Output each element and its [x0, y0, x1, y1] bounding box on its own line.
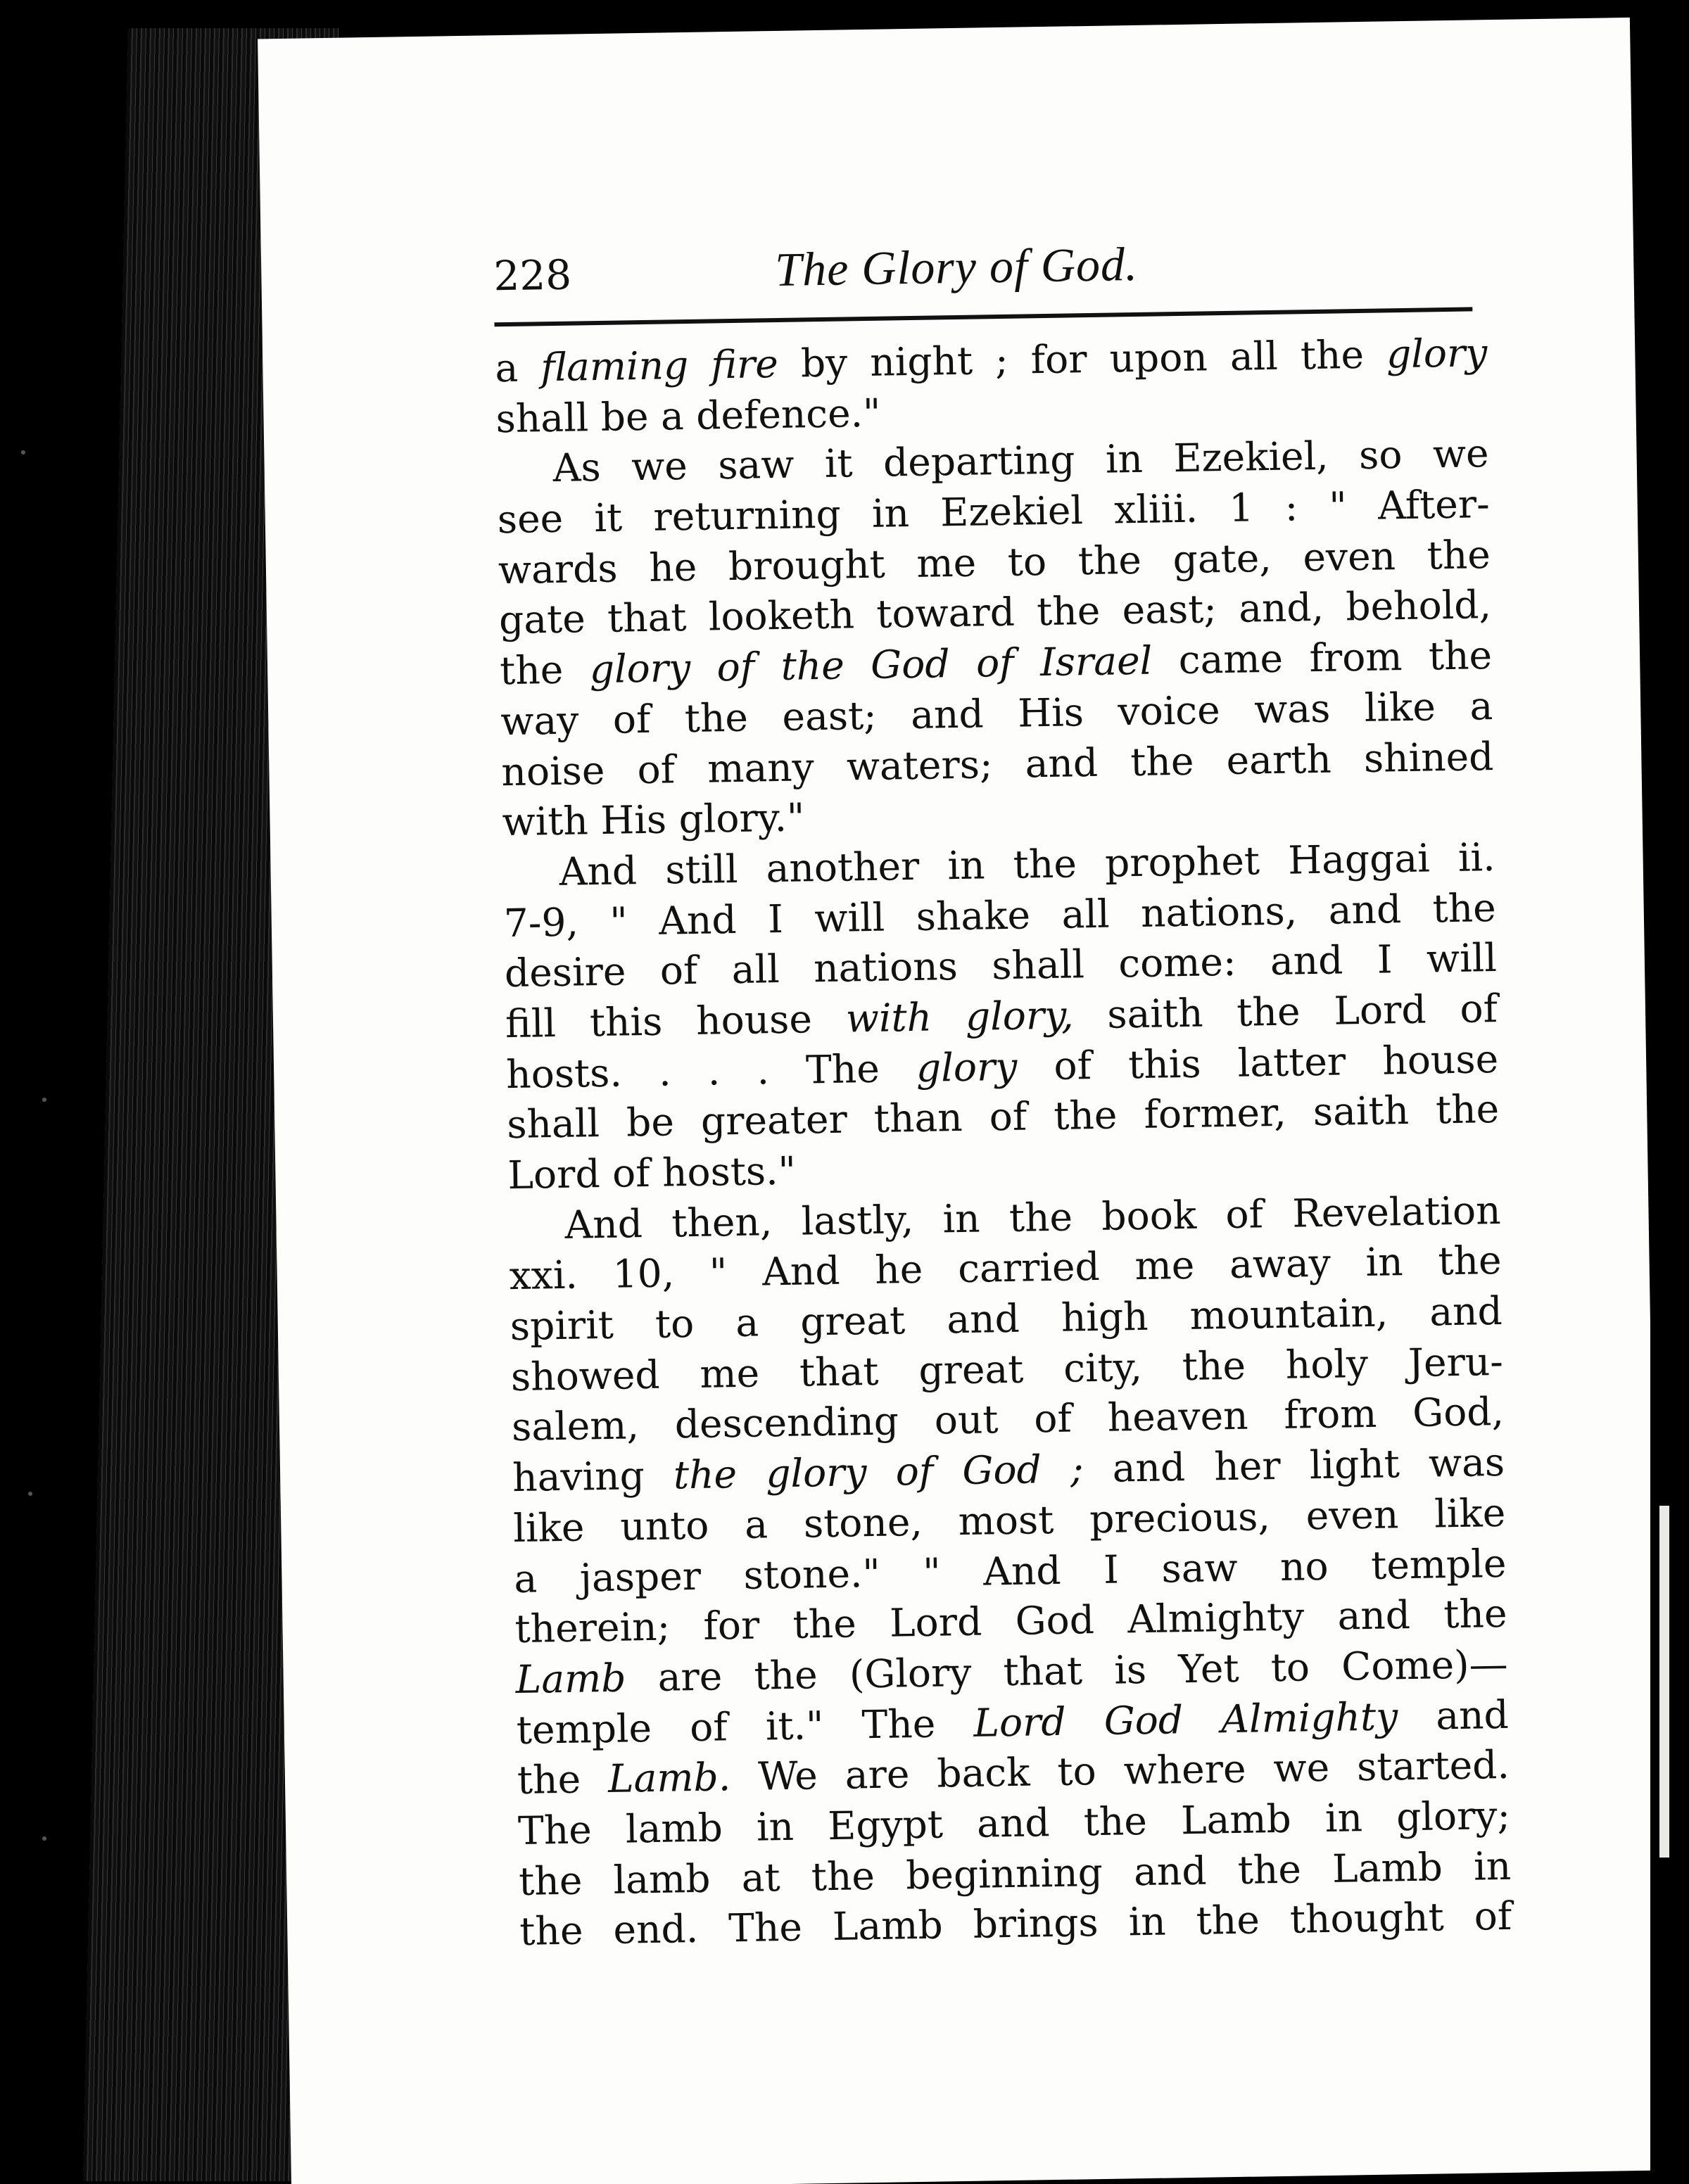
italic-run: with glory,	[845, 992, 1074, 1041]
italic-run: glory	[916, 1043, 1018, 1091]
text-run: a	[494, 345, 541, 391]
scan-speck	[42, 1098, 46, 1102]
text-run: fill this house	[505, 996, 847, 1047]
text-run: are the (Glory that is Yet to Come)—	[625, 1641, 1509, 1701]
text-run: noise of many waters; and the earth shined	[500, 733, 1494, 794]
text-run: like unto a stone, most precious, even like	[512, 1490, 1506, 1551]
text-run: desire of all nations shall come: and I will	[504, 935, 1498, 996]
text-run: the lamb at the beginning and the Lamb in	[518, 1843, 1512, 1904]
scan-speck	[28, 1492, 32, 1496]
text-run: hosts. . . . The	[505, 1045, 917, 1097]
scan-speck	[42, 1836, 46, 1841]
page-header	[493, 231, 1472, 310]
text-run: And then, lastly, in the book of Revelation	[564, 1187, 1501, 1247]
italic-run: Lord God Almighty	[973, 1693, 1398, 1746]
text-run: wards he brought me to the gate, even the	[498, 531, 1491, 592]
running-title: The Glory of God.	[774, 236, 1139, 296]
text-run: salem, descending out of heaven from God,	[511, 1389, 1505, 1450]
text-run: the	[517, 1756, 609, 1803]
text-run: saith the Lord of	[1073, 985, 1498, 1038]
text-run: way of the east; and His voice was like a	[500, 682, 1493, 744]
text-run: a jasper stone." " And I saw no temple	[513, 1540, 1507, 1601]
facing-page-sliver	[1659, 1506, 1669, 1858]
italic-run: the glory of God ;	[673, 1446, 1084, 1498]
text-run: of this latter house	[1016, 1036, 1499, 1089]
text-run: gate that looketh toward the east; and, behold,	[498, 582, 1492, 643]
text-run: therein; for the Lord God Almighty and the	[514, 1591, 1507, 1652]
page-number: 228	[493, 250, 572, 300]
scan-speck	[21, 450, 25, 455]
italic-run: Lamb.	[607, 1754, 731, 1802]
text-run: with His glory."	[502, 794, 805, 845]
text-run: shall be greater than of the former, saith the	[506, 1086, 1500, 1148]
text-run: showed me that great city, the holy Jeru-	[510, 1338, 1504, 1399]
text-run: Lord of hosts."	[507, 1148, 797, 1198]
text-run: shall be a defence."	[495, 390, 881, 441]
text-run: 7-9, " And I will shake all nations, and the	[503, 884, 1497, 946]
text-run: having	[512, 1452, 674, 1501]
book-page	[258, 18, 1664, 2184]
text-run: and her light was	[1082, 1440, 1505, 1492]
italic-run: glory of the God of Israel	[589, 637, 1153, 692]
header-rule	[494, 307, 1472, 326]
text-run: And still another in the prophet Haggai ii.	[559, 834, 1496, 894]
text-run: the end. The Lamb brings in the thought of	[519, 1893, 1512, 1955]
text-run: spirit to a great and high mountain, and	[510, 1288, 1503, 1350]
text-run: came from the	[1151, 633, 1493, 683]
text-run: We are back to where we started.	[730, 1742, 1510, 1800]
italic-run: flaming fire	[540, 341, 779, 391]
text-run: by night ; for upon all the	[778, 331, 1387, 386]
text-run: The lamb in Egypt and the Lamb in glory;	[517, 1792, 1511, 1853]
text-run: and	[1397, 1691, 1510, 1739]
text-run: temple of it." The	[516, 1700, 974, 1753]
body-text	[495, 328, 1512, 1957]
right-margin-shadow	[1650, 0, 1689, 2184]
text-run: the	[499, 647, 590, 694]
text-run: As we saw it departing in Ezekiel, so we	[552, 431, 1490, 491]
italic-run: glory	[1386, 330, 1488, 377]
text-run: xxi. 10, " And he carried me away in the	[509, 1238, 1503, 1299]
italic-run: Lamb	[515, 1655, 626, 1702]
text-run: see it returning in Ezekiel xliii. 1 : " After-	[497, 481, 1491, 542]
